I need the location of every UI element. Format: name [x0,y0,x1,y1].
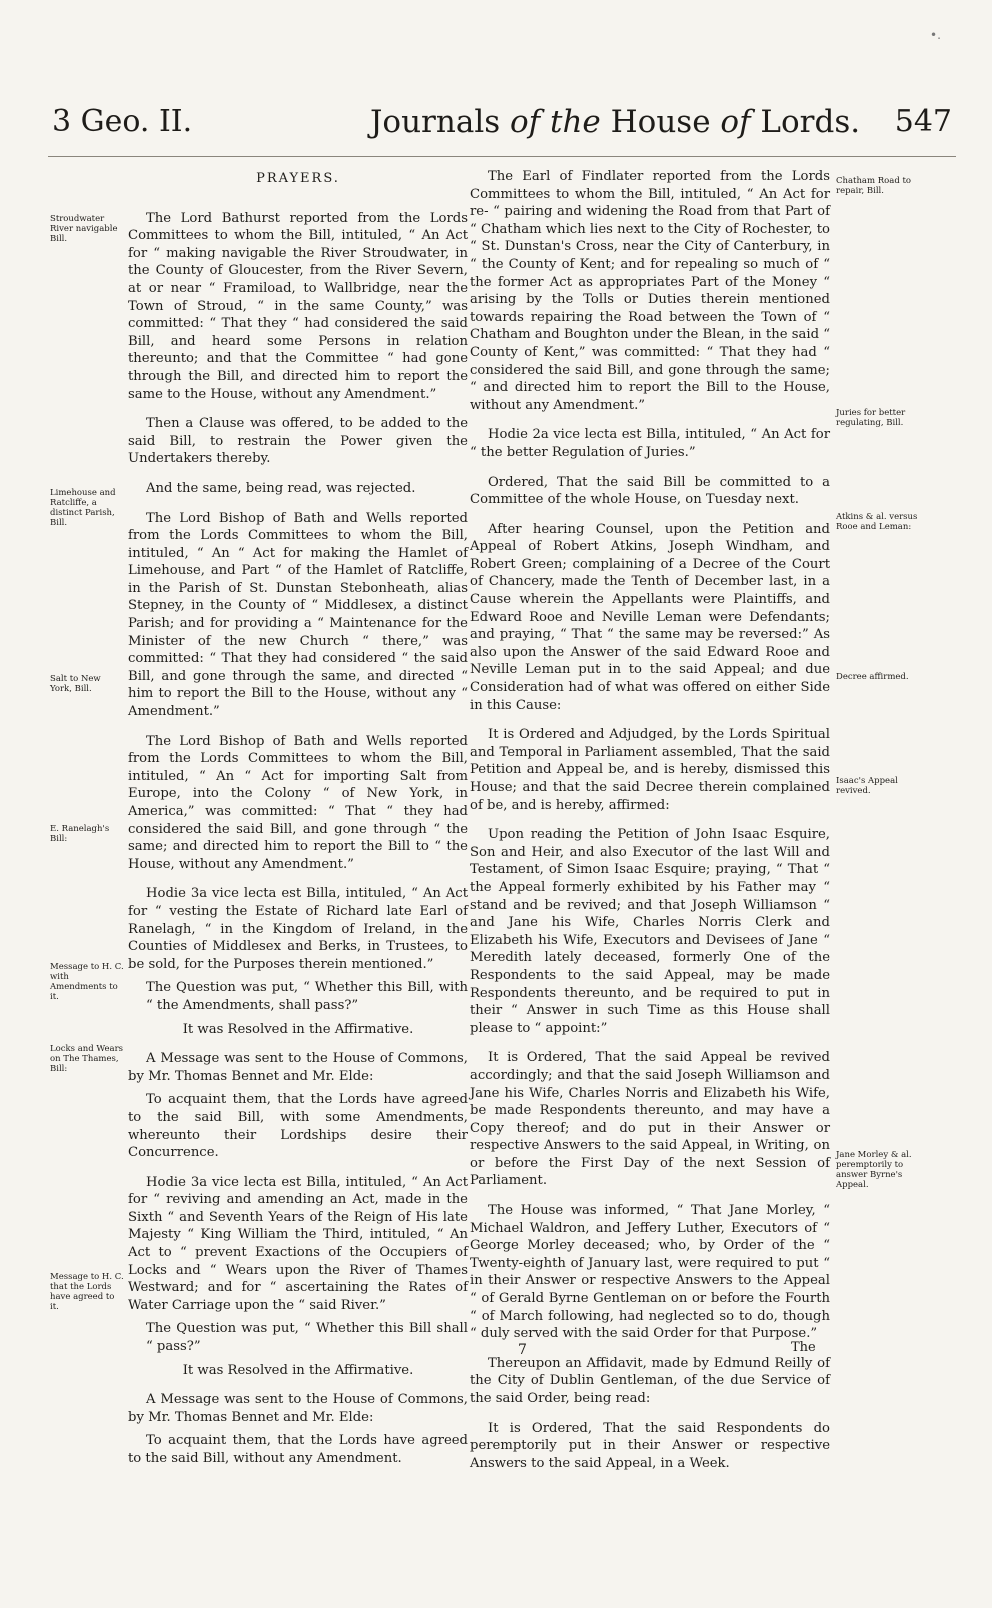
paragraph: It was Resolved in the Affirmative. [182,1021,414,1037]
paragraph: It was Resolved in the Affirmative. [182,1362,414,1378]
paragraph: And the same, being read, was rejected. [146,480,416,496]
paragraph: A Message was sent to the House of Commons, by Mr. Thomas Bennet and Mr. Elde: [128,1392,468,1425]
paragraph: The Lord Bishop of Bath and Wells reported from the Lords Committees to whom the Bill, intituled, “ An “ Act for importing Salt from Europe, into the Colony “ of New York, in America,” was committed: “ That “ they had considered the said Bill, and gone through “ the same; and directed him to report the Bill to “ the House, without any Amendment.” [128,733,468,872]
side-note: Decree affirmed. [836,672,909,682]
corner-mark: •. [930,28,941,42]
paragraph: It is Ordered, That the said Appeal be revived accordingly; and that the said Joseph Williamson and Jane his Wife, Charles Norris and Elizabeth his Wife, be made Respondents thereunto, and may have a Copy thereof; and do put in their Answer or respective Answers to the said Appeal, in Writing, on or before the First Day of the next Session of Parliament. [470,1050,830,1189]
paragraph: To acquaint them, that the Lords have agreed to the said Bill, without any Amendment. [128,1433,468,1466]
paragraph: Upon reading the Petition of John Isaac Esquire, Son and Heir, and also Executor of the last Will and Testament, of Simon Isaac Esquire; praying, “ That “ the Appeal formerly exhibited by his Father may “ stand and be revived; and that Joseph Williamson “ and Jane his Wife, Charles Norris Clerk and Elizabeth his Wife, Executors and Devisees of Jane “ Meredith lately deceased, formerly One of the Respondents to the said Appeal, may be made Respondents thereunto, and be required to put in their “ Answer in such Time as this House shall please to “ appoint:” [470,827,830,1036]
paragraph: After hearing Counsel, upon the Petition and Appeal of Robert Atkins, Joseph Windham, and Robert Green; complaining of a Decree of the Court of Chancery, made the Tenth of December last, in a Cause wherein the Appellants were Plaintiffs, and Edward Rooe and Neville Leman were Defendants; and praying, “ That “ the same may be reversed:” As also upon the Answer of the said Edward Rooe and Neville Leman put in to the said Appeal; and due Consideration had of what was offered on either Side in this Cause: [470,521,830,713]
title-part-of: of [510,104,541,140]
journal-title [370,104,860,140]
title-part-lords: Lords. [760,104,861,140]
title-part-of2: of [710,104,761,140]
title-part-journals: Journals [370,104,510,140]
side-note: Chatham Road to repair, Bill. [836,176,912,196]
paragraph: The Lord Bishop of Bath and Wells reported from the Lords Committees to whom the Bill, intituled, “ An “ Act for making the Hamlet of Limehouse, and Part “ of the Hamlet of Ratcliffe, in the Parish of St. Dunstan Stebonheath, alias Stepney, in the County of “ Middlesex, a distinct Parish; and for providing a “ Maintenance for the Minister of the new Church “ there,” was committed: “ That they had considered “ the said Bill, and gone through the same, and directed “ him to report the Bill to the House, without any “ Amendment.” [128,510,468,720]
paragraph: Ordered, That the said Bill be committed to a Committee of the whole House, on Tuesday next. [470,474,830,508]
left-column [128,168,468,1480]
paragraph: The Lord Bathurst reported from the Lords Committees to whom the Bill, intituled, “ An Act for “ making navigable the River Stroudwater, in the County of Gloucester, from the River Severn, at or near “ Framiload, to Wallbridge, near the Town of Stroud, “ in the same County,” was committed: “ That they “ had considered the said Bill, and heard some Persons in relation thereunto; and that the Committee “ had gone through the Bill, and directed him to report the same to the House, without any Amendment.” [128,210,468,402]
paragraph: A Message was sent to the House of Commons, by Mr. Thomas Bennet and Mr. Elde: [128,1051,468,1084]
side-note: Message to H. C. with Amendments to it. [50,962,124,1002]
paragraph: Hodie 3a vice lecta est Billa, intituled, “ An Act for “ vesting the Estate of Richard late Earl of Ranelagh, “ in the Kingdom of Ireland, in the Counties of Middlesex and Berks, in Trustees, to be sold, for the Purposes therein mentioned.” [128,886,468,972]
side-note: Juries for better regulating, Bill. [836,408,906,428]
side-note: Locks and Wears on The Thames, Bill: [50,1044,123,1074]
side-note: Limehouse and Ratcliffe, a distinct Parish, Bill. [50,488,116,528]
paragraph: Then a Clause was offered, to be added to the said Bill, to restrain the Power given the Undertakers thereby. [128,416,468,467]
paragraph: It is Ordered and Adjudged, by the Lords Spiritual and Temporal in Parliament assembled, That the said Petition and Appeal be, and is hereby, dismissed this House; and that the said Decree therein complained of be, and is hereby, affirmed: [470,727,830,813]
paragraph: Thereupon an Affidavit, made by Edmund Reilly of the City of Dublin Gentleman, of the due Service of the said Order, being read: [470,1355,830,1406]
paragraph: Hodie 3a vice lecta est Billa, intituled, “ An Act for “ reviving and amending an Act, made in the Sixth “ and Seventh Years of the Reign of His late Majesty “ King William the Third, intituled, “ An Act to “ prevent Exactions of the Occupiers of Locks and “ Wears upon the River of Thames Westward; and for “ ascertaining the Rates of Water Carriage upon the “ said River.” [128,1174,468,1313]
side-note: Stroudwater River navigable Bill. [50,214,118,244]
side-note: E. Ranelagh's Bill: [50,824,110,844]
paragraph: The Earl of Findlater reported from the Lords Committees to whom the Bill, intituled, “ An Act for re- “ pairing and widening the Road from that Part of “ Chatham which lies next to the City of Rochester, to “ St. Dunstan's Cross, near the City of Canterbury, in “ the County of Kent; and for repealing so much of “ the former Act as appropriates Part of the Money “ arising by the Tolls or Duties therein mentioned towards repairing the Road between the Town of “ Chatham and Boughton under the Blean, in the said “ County of Kent,” was committed: “ That they had “ considered the said Bill, and gone through the same; “ and directed him to report the Bill to the House, without any Amendment.” [470,169,830,413]
header-rule [48,156,956,157]
title-part-house: House [610,104,711,140]
side-note: Message to H. C. that the Lords have agreed to it. [50,1272,124,1312]
section-heading: PRAYERS. [256,171,340,186]
paragraph: The Question was put, “ Whether this Bill, with “ the Amendments, shall pass?” [146,980,468,1013]
right-column [470,168,830,1484]
regnal-year: 3 Geo. II. [52,104,193,139]
paragraph: It is Ordered, That the said Respondents do peremptorily put in their Answer or respective Answers to the said Appeal, in a Week. [470,1420,830,1471]
paragraph: To acquaint them, that the Lords have agreed to the said Bill, with some Amendments, whereunto their Lordships desire their Concurrence. [128,1092,468,1161]
paragraph: The Question was put, “ Whether this Bill shall “ pass?” [146,1321,468,1355]
side-note: Jane Morley & al. peremptorily to answer Byrne's Appeal. [836,1150,912,1190]
side-note: Salt to New York, Bill. [50,674,101,694]
signature-mark: 7 [518,1342,527,1358]
paragraph: Hodie 2a vice lecta est Billa, intituled, “ An Act for “ the better Regulation of Juries.” [470,427,830,460]
side-note: Isaac's Appeal revived. [836,776,898,796]
page-number: 547 [894,104,952,139]
paragraph: The House was informed, “ That Jane Morley, “ Michael Waldron, and Jeffery Luther, Executors of “ George Morley deceased; who, by Order of the “ Twenty-eighth of January last, were required to put “ in their Answer or respective Answers to the Appeal “ of Gerald Byrne Gentleman on or before the Fourth “ of March following, had neglected so to do, though “ duly served with the said Order for that Purpose.” [470,1203,830,1342]
side-note: Atkins & al. versus Rooe and Leman: [836,512,918,532]
title-part-the: the [540,104,611,140]
catchword: The [791,1340,816,1355]
running-header [52,104,956,152]
